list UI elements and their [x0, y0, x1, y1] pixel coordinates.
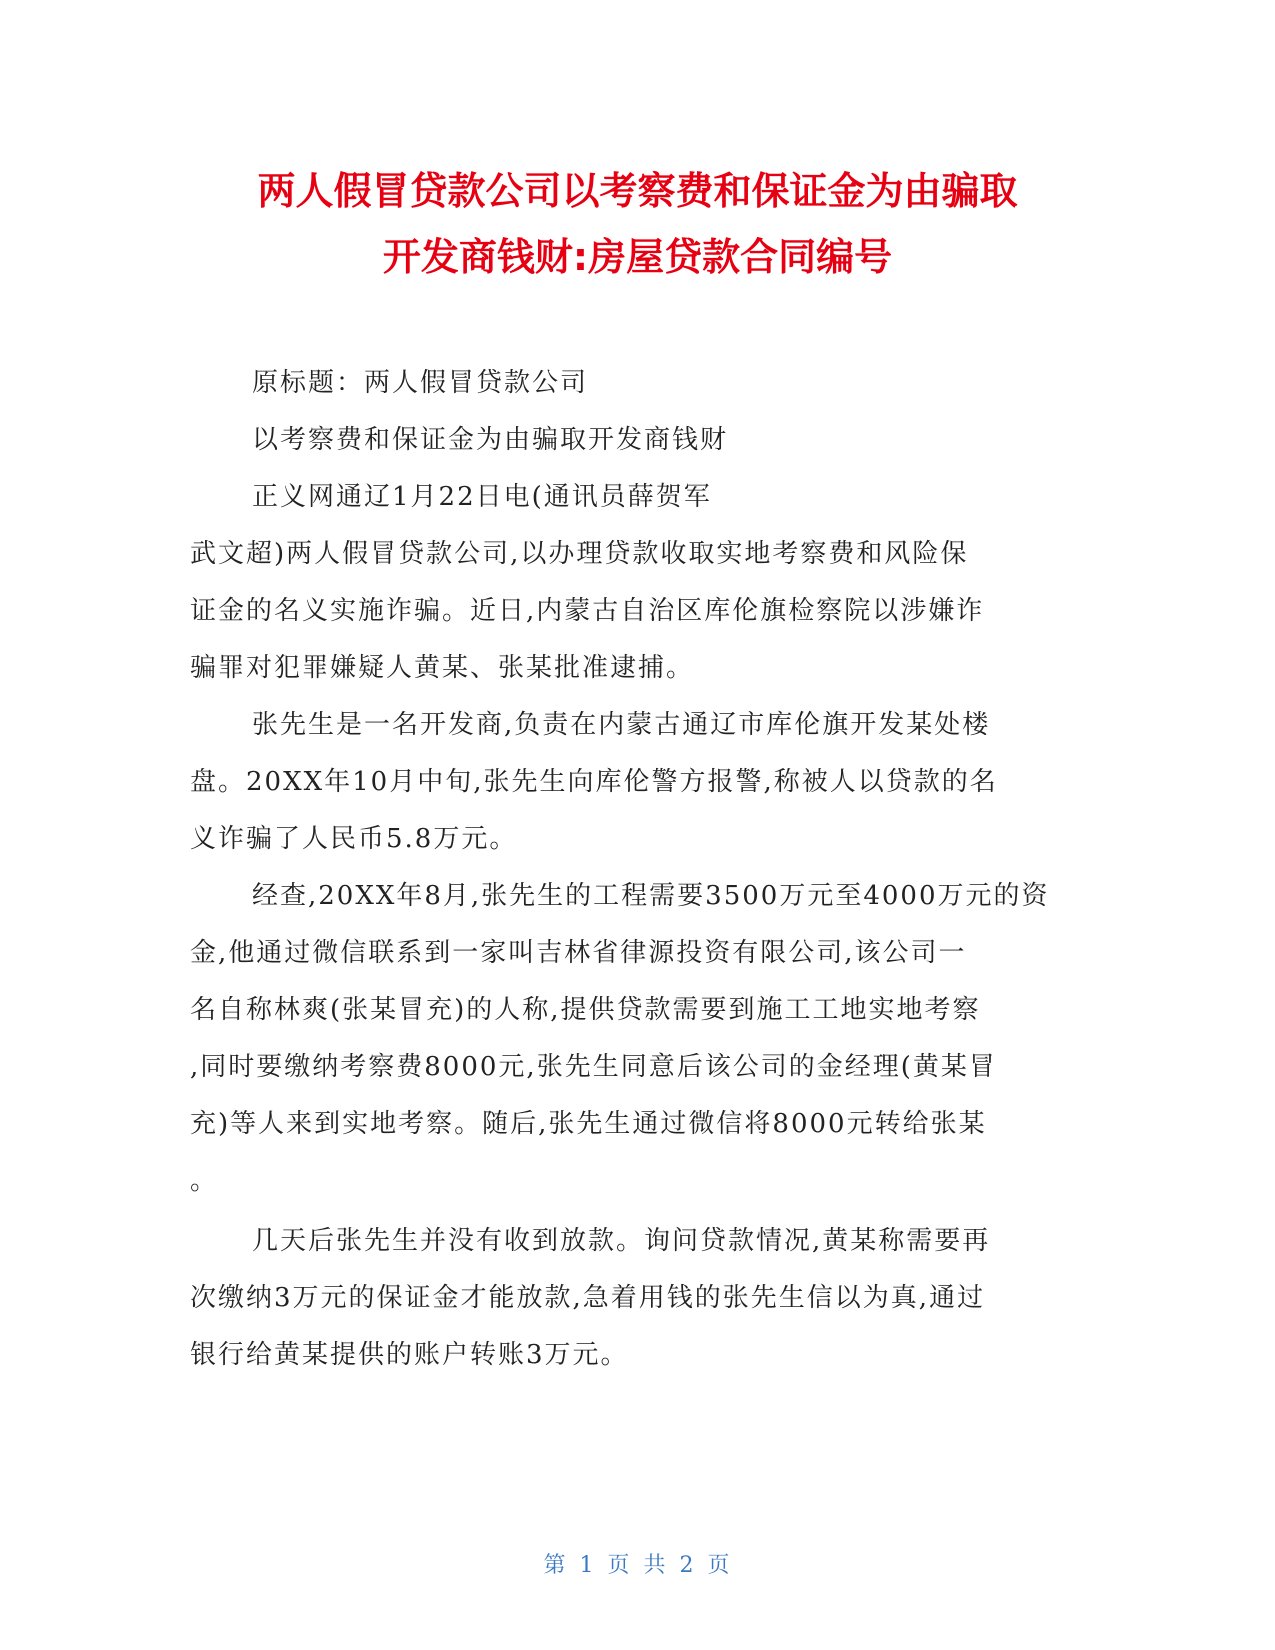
- footer-total-label: 共: [643, 1553, 668, 1578]
- body-line: 骗罪对犯罪嫌疑人黄某、张某批准逮捕。: [190, 653, 695, 683]
- footer-total-unit: 页: [707, 1553, 732, 1578]
- body-line: 以考察费和保证金为由骗取开发商钱财: [252, 425, 729, 455]
- body-line: 几天后张先生并没有收到放款。询问贷款情况,黄某称需要再: [252, 1226, 991, 1256]
- body-line: 张先生是一名开发商,负责在内蒙古通辽市库伦旗开发某处楼: [252, 710, 991, 740]
- body-line: 金,他通过微信联系到一家叫吉林省律源投资有限公司,该公司一: [190, 938, 967, 968]
- body-line: 名自称林爽(张某冒充)的人称,提供贷款需要到施工工地实地考察: [190, 995, 981, 1025]
- body-line: 盘。20XX年10月中旬,张先生向库伦警方报警,称被人以贷款的名: [190, 767, 998, 797]
- body-line: ,同时要缴纳考察费8000元,张先生同意后该公司的金经理(黄某冒: [190, 1052, 997, 1082]
- title-line-2: 开发商钱财:房屋贷款合同编号: [382, 235, 893, 279]
- body-line: 充)等人来到实地考察。随后,张先生通过微信将8000元转给张某: [190, 1109, 987, 1139]
- body-line: 武文超)两人假冒贷款公司,以办理贷款收取实地考察费和风险保: [190, 539, 969, 569]
- body-line: 。: [190, 1166, 219, 1196]
- body-line: 正义网通辽1月22日电(通讯员薛贺军: [252, 482, 712, 512]
- body-line: 证金的名义实施诈骗。近日,内蒙古自治区库伦旗检察院以涉嫌诈: [190, 596, 985, 626]
- body-line: 经查,20XX年8月,张先生的工程需要3500万元至4000万元的资: [252, 881, 1050, 911]
- body-line: 银行给黄某提供的账户转账3万元。: [190, 1340, 629, 1370]
- body-line: 次缴纳3万元的保证金才能放款,急着用钱的张先生信以为真,通过: [190, 1283, 986, 1313]
- footer-page-label: 第: [543, 1553, 568, 1578]
- footer-current-page: 1: [579, 1553, 596, 1578]
- footer-page-unit: 页: [607, 1553, 632, 1578]
- document-title: [150, 158, 1125, 290]
- body-line: 义诈骗了人民币5.8万元。: [190, 824, 518, 854]
- body-line: 原标题：两人假冒贷款公司: [252, 368, 589, 398]
- footer-total-pages: 2: [679, 1553, 696, 1578]
- title-line-1: 两人假冒贷款公司以考察费和保证金为由骗取: [257, 169, 1018, 213]
- page-number-footer: [0, 1548, 1275, 1579]
